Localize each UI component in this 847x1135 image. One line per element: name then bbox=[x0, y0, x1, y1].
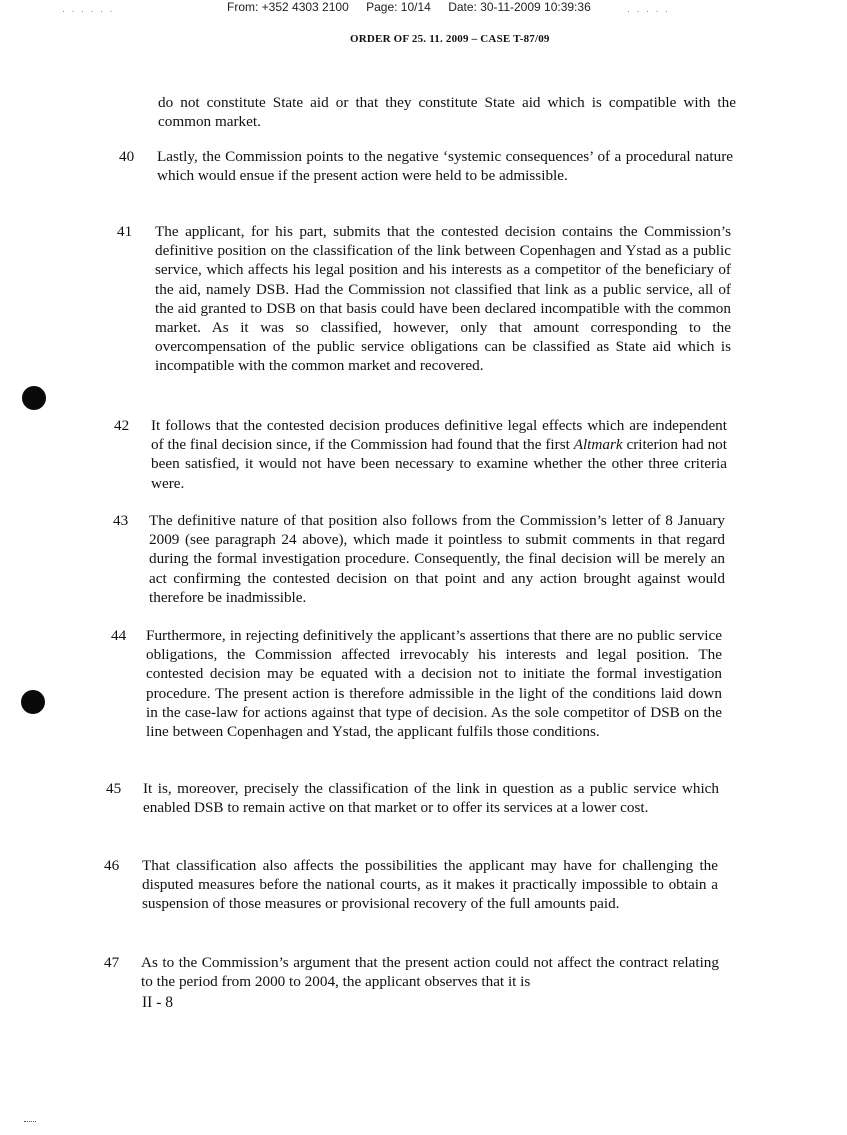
running-head: ORDER OF 25. 11. 2009 – CASE T-87/09 bbox=[350, 33, 550, 45]
fax-date: Date: 30-11-2009 10:39:36 bbox=[448, 0, 591, 14]
fax-page: Page: 10/14 bbox=[366, 0, 431, 14]
fax-noise-right: · · · · · bbox=[627, 6, 670, 16]
paragraph-number: 45 bbox=[106, 780, 122, 797]
paragraph-text: That classification also affects the possibilities the applicant may have for challenging the disputed measures before the national courts, as it makes it practically impossible to obtain a suspension of those measures or provisional recovery of the full amounts paid. bbox=[142, 857, 718, 913]
paragraph-text-after: criterion had not been satisfied, it would not have been necessary to examine whether the other three criteria were. bbox=[151, 436, 727, 492]
paragraph-text: Lastly, the Commission points to the negative ‘systemic consequences’ of a procedural nature which would ensue if the present action were held to be admissible. bbox=[157, 148, 733, 185]
scan-mark bbox=[24, 1121, 36, 1124]
paragraph-number: 41 bbox=[117, 223, 133, 240]
punch-hole-lower bbox=[21, 690, 45, 714]
paragraph-text: The definitive nature of that position also follows from the Commission’s letter of 8 January 2009 (see paragraph 24 above), which made it pointless to submit comments in that regard during the formal investigation procedure. Consequently, the final decision will be merely an act confirming the contested decision on that point and any action brought against would therefore be inadmissible. bbox=[149, 512, 725, 606]
paragraph-text bbox=[151, 416, 727, 493]
fax-header bbox=[227, 0, 605, 14]
paragraph-text: As to the Commission’s argument that the present action could not affect the contract relating to the period from 2000 to 2004, the applicant observes that it is bbox=[141, 954, 719, 991]
case-name-altmark: Altmark bbox=[573, 436, 623, 454]
paragraph-number: 46 bbox=[104, 857, 120, 874]
paragraph-text-before: It follows that the contested decision produces definitive legal effects which are independent of the final decision since, if the Commission had found that the first bbox=[151, 417, 727, 454]
continuation-text: do not constitute State aid or that they constitute State aid which is compatible with the common market. bbox=[158, 94, 736, 131]
paragraph-text: The applicant, for his part, submits that the contested decision contains the Commission’s definitive position on the classification of the link between Copenhagen and Ystad as a public service, which affects his legal position and his interests as a competitor of the beneficiary of the aid, namely DSB. Had the Commission not classified that link as a public service, all of the aid granted to DSB on that basis could have been declared incompatible with the common market. As it was so classified, however, only that amount corresponding to the overcompensation of the public service obligations can be classified as State aid which is incompatible with the common market and recovered. bbox=[155, 223, 731, 375]
paragraph-number: 44 bbox=[111, 627, 127, 644]
paragraph-text: Furthermore, in rejecting definitively the applicant’s assertions that there are no public service obligations, the Commission affected irrevocably his interests and legal position. The contested decision may be equated with a decision not to initiate the formal investigation procedure. The present action is therefore admissible in the light of the conditions laid down in the case-law for actions against that type of decision. As the sole competitor of DSB on the line between Copenhagen and Ystad, the applicant fulfils those conditions. bbox=[146, 627, 722, 741]
punch-hole-upper bbox=[22, 386, 46, 410]
paragraph-number: 40 bbox=[119, 148, 135, 165]
paragraph-number: 43 bbox=[113, 512, 129, 529]
fax-noise-left: · · · · · · bbox=[62, 6, 115, 16]
paragraph-text: It is, moreover, precisely the classification of the link in question as a public service which enabled DSB to remain active on that market or to offer its services at a lower cost. bbox=[143, 780, 719, 817]
paragraph-number: 42 bbox=[114, 417, 130, 434]
paragraph-number: 47 bbox=[104, 954, 120, 971]
fax-from: From: +352 4303 2100 bbox=[227, 0, 349, 14]
page-folio: II - 8 bbox=[142, 994, 173, 1011]
